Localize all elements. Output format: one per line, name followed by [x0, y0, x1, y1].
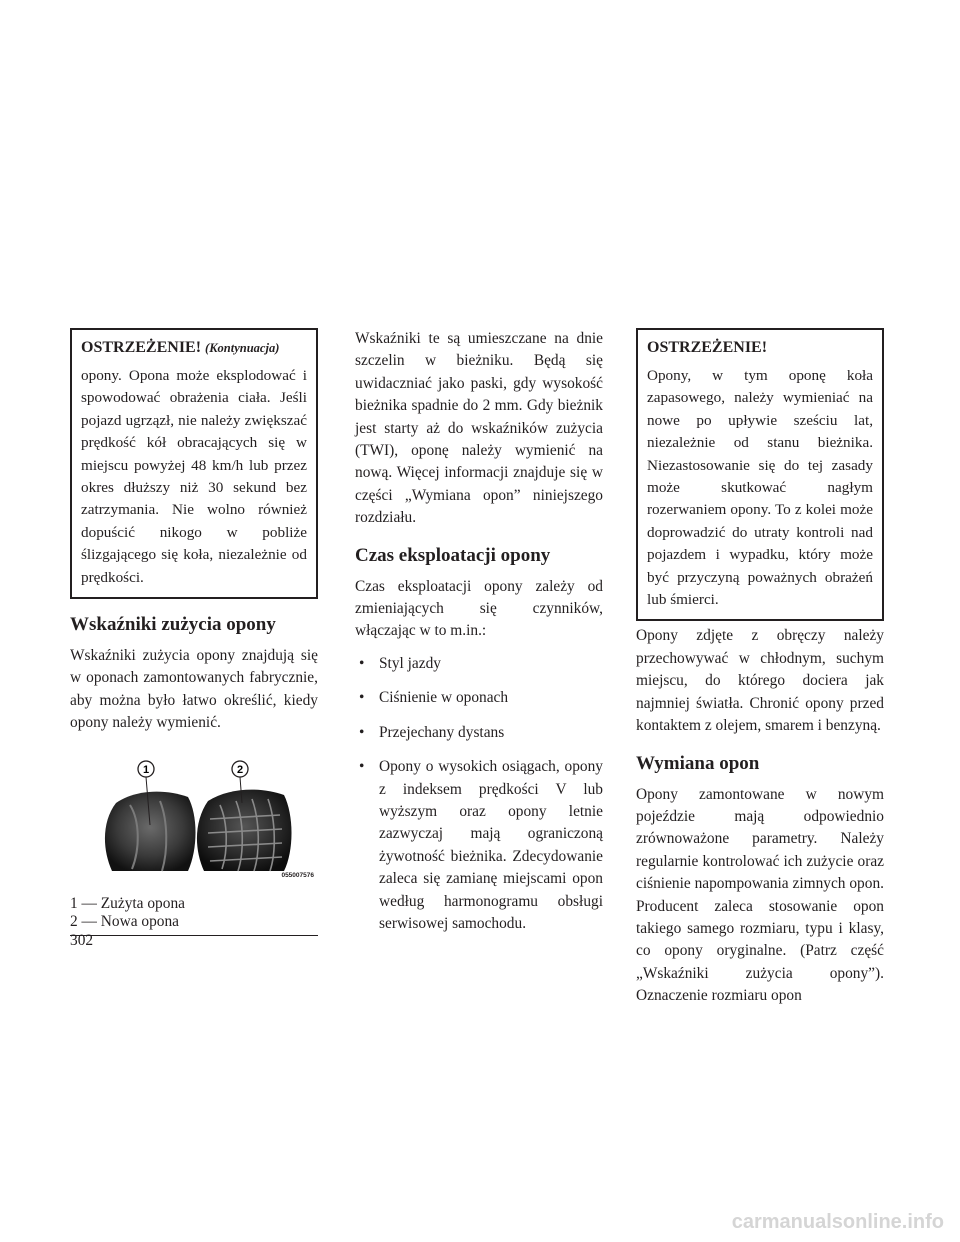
figure-code: 055007576	[281, 871, 314, 879]
warning-box-continued	[70, 328, 318, 599]
paragraph-storage: Opony zdjęte z obręczy należy przechowywać w chłodnym, suchym miejscu, do którego dociera jak najmniej światła. Chronić opony przed kontaktem z olejem, smarem i benzyną.	[636, 627, 884, 735]
figure-tires	[70, 759, 318, 883]
warning-continued-label: (Kontynuacja)	[205, 341, 280, 355]
warning-box	[636, 328, 884, 621]
paragraph-tire-replacement: Opony zamontowane w nowym pojeździe mają odpowiednio zrównoważone parametry. Należy regularnie kontrolować ich zużycie oraz ciśnienie napompowania zimnych opon. Producent zaleca stosowanie opon takiego samego rozmiaru, typu i klasy, co opony oryginalne. (Patrz część „Wskaźniki zużycia opony”). Oznaczenie rozmiaru opon	[636, 785, 884, 1005]
list-item: • Ciśnienie w oponach	[355, 687, 603, 709]
warning-title: OSTRZEŻENIE!	[647, 339, 768, 356]
worn-tire	[105, 791, 196, 870]
column-right	[636, 328, 884, 1008]
list-item: • Przejechany dystans	[355, 722, 603, 744]
warning-text: Opony, w tym oponę koła zapasowego, należy wymieniać na nowe po upływie sześciu lat, niezależnie od stanu bieżnika. Niezastosowanie się do tej zasady może skutkować nagłym rozerwaniem opony. To z kolei może doprowadzić do utraty kontroli nad pojazdem i wypadku, który może być przyczyną poważnych obrażeń lub śmierci.	[647, 367, 873, 609]
figure-caption	[70, 895, 318, 936]
tire-life-factors-list	[355, 653, 603, 935]
list-item: • Opony o wysokich osiągach, opony z indeksem prędkości V lub wyższym oraz opony letnie zazwyczaj mają ograniczoną żywotność bieżnika. Zdecydowanie zaleca się zamianę miejscami opon według harmonogramu obsługi serwisowej samochodu.	[355, 756, 603, 935]
paragraph-wear-indicators: Wskaźniki zużycia opony znajdują się w oponach zamontowanych fabrycznie, aby można było łatwo określić, kiedy opony należy wymienić.	[70, 647, 318, 732]
caption-line-2: 2 — Nowa opona	[70, 912, 179, 930]
tires-illustration	[70, 759, 318, 883]
page-number: 302	[70, 932, 94, 949]
section-heading-wear-indicators: Wskaźniki zużycia opony	[70, 614, 276, 636]
callout-2: 2	[236, 763, 244, 776]
section-heading-tire-life: Czas eksploatacji opony	[355, 544, 551, 566]
warning-text: opony. Opona może eksplodować i spowodować obrażenia ciała. Jeśli pojazd ugrzązł, nie należy zwiększać prędkość kół obracających się w miejscu powyżej 48 km/h lub przez okres dłuższy niż 30 sekund bez zatrzymania. Nie wolno również dopuścić nikogo w pobliże ślizgającego się koła, niezależnie od prędkości.	[81, 367, 307, 586]
warning-title	[81, 337, 307, 359]
column-left	[70, 328, 318, 936]
section-heading-tire-replacement: Wymiana opon	[636, 752, 760, 774]
callout-1: 1	[142, 763, 150, 776]
paragraph-indicators-detail: Wskaźniki te są umieszczane na dnie szczelin w bieżniku. Będą się uwidaczniać jako paski, gdy wysokość bieżnika spadnie do 2 mm. Gdy bieżnik jest starty aż do wskaźników zużycia (TWI), oponę należy wymienić na nową. Więcej informacji znajduje się w części „Wymiana opon” niniejszego rozdziału.	[355, 330, 603, 527]
list-item: • Styl jazdy	[355, 653, 603, 675]
warning-title-text: OSTRZEŻENIE!	[81, 339, 202, 356]
watermark: carmanualsonline.info	[731, 1211, 944, 1233]
caption-line-1: 1 — Zużyta opona	[70, 894, 185, 912]
paragraph-tire-life: Czas eksploatacji opony zależy od zmieniających się czynników, włączając w to m.in.:	[355, 577, 603, 640]
column-middle	[355, 328, 603, 947]
